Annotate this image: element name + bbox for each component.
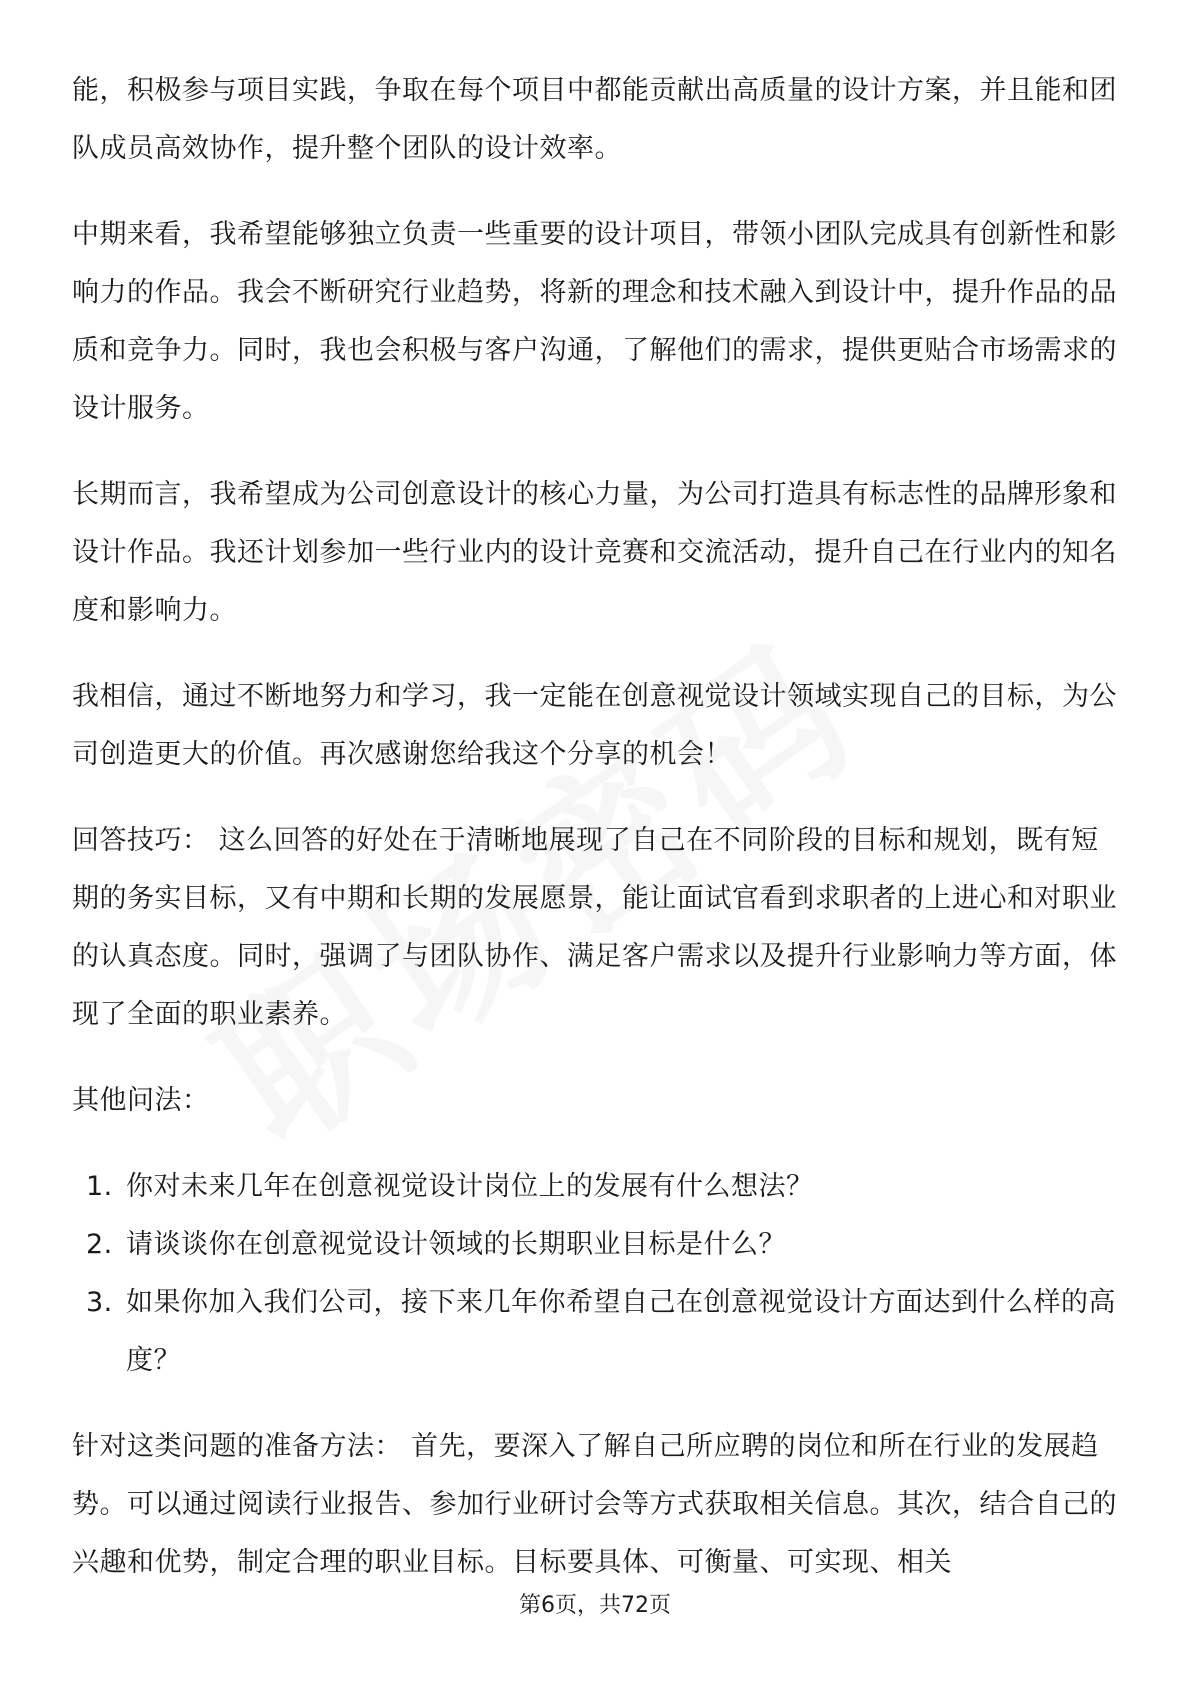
list-item xyxy=(72,1158,1122,1216)
list-item-text: 如果你加入我们公司，接下来几年你希望自己在创意视觉设计方面达到什么样的高度？ xyxy=(126,1287,1116,1376)
document-body xyxy=(72,62,1122,1592)
other-questions-list xyxy=(72,1158,1122,1390)
list-item-number: 3. xyxy=(86,1287,113,1318)
page-number: 第6页，共72页 xyxy=(519,1593,671,1618)
list-item-number: 1. xyxy=(86,1171,113,1202)
paragraph-closing: 我相信，通过不断地努力和学习，我一定能在创意视觉设计领域实现自己的目标，为公司创造更大的价值。再次感谢您给我这个分享的机会！ xyxy=(72,681,1117,770)
paragraph-short-term-continued: 能，积极参与项目实践，争取在每个项目中都能贡献出高质量的设计方案，并且能和团队成员高效协作，提升整个团队的设计效率。 xyxy=(72,75,1117,164)
list-item-text: 请谈谈你在创意视觉设计领域的长期职业目标是什么？ xyxy=(126,1229,786,1260)
list-item xyxy=(72,1216,1122,1274)
list-item-number: 2. xyxy=(86,1229,113,1260)
paragraph-long-term: 长期而言，我希望成为公司创意设计的核心力量，为公司打造具有标志性的品牌形象和设计作品。我还计划参加一些行业内的设计竞赛和交流活动，提升自己在行业内的知名度和影响力。 xyxy=(72,479,1117,626)
list-item xyxy=(72,1274,1122,1390)
list-item-text: 你对未来几年在创意视觉设计岗位上的发展有什么想法？ xyxy=(126,1171,814,1202)
paragraph-preparation-method: 针对这类问题的准备方法： 首先，要深入了解自己所应聘的岗位和所在行业的发展趋势。可以通过阅读行业报告、参加行业研讨会等方式获取相关信息。其次，结合自己的兴趣和优势，制定合理的职业目标。目标要具体、可衡量、可实现、相关 xyxy=(72,1431,1117,1578)
paragraph-mid-term: 中期来看，我希望能够独立负责一些重要的设计项目，带领小团队完成具有创新性和影响力的作品。我会不断研究行业趋势，将新的理念和技术融入到设计中，提升作品的品质和竞争力。同时，我也会积极与客户沟通，了解他们的需求，提供更贴合市场需求的设计服务。 xyxy=(72,219,1117,424)
paragraph-other-questions-heading: 其他问法： xyxy=(72,1085,210,1116)
paragraph-answer-tips: 回答技巧： 这么回答的好处在于清晰地展现了自己在不同阶段的目标和规划，既有短期的务实目标，又有中期和长期的发展愿景，能让面试官看到求职者的上进心和对职业的认真态度。同时，强调了与团队协作、满足客户需求以及提升行业影响力等方面，体现了全面的职业素养。 xyxy=(72,825,1117,1030)
